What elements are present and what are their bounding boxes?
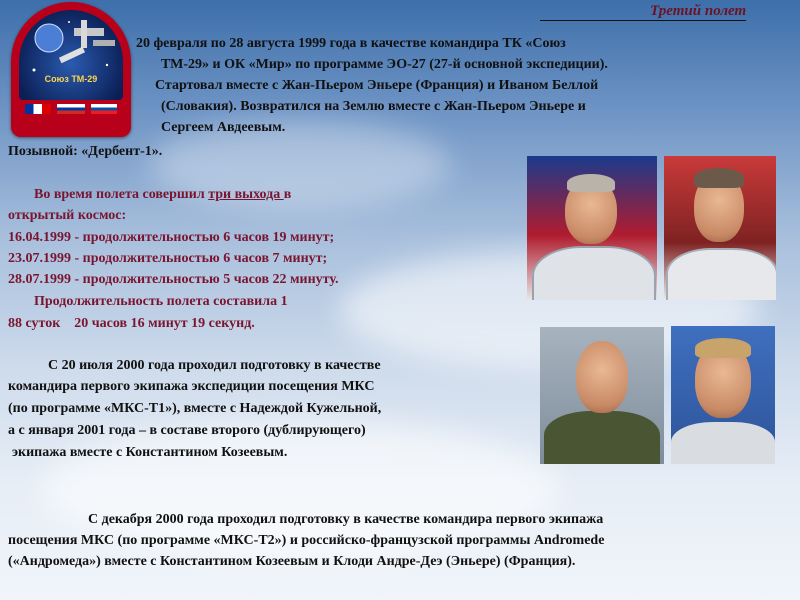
- flight-duration: Продолжительность полета составила 1: [34, 294, 288, 309]
- training-dec-line: посещения МКС (по программе «МКС-Т2») и российско-французской программы Andromede: [8, 533, 605, 548]
- face: [576, 341, 628, 413]
- crew-photo-1: [527, 156, 657, 300]
- training-line: (по программе «МКС-Т1»), вместе с Надеждой Кужельной,: [8, 401, 382, 416]
- station-icon: [19, 10, 123, 100]
- patch-emblem: [19, 10, 123, 100]
- crew-photo-2: [664, 156, 776, 300]
- eva-item: 23.07.1999 - продолжительностью 6 часов 7 минут;: [8, 251, 328, 266]
- intro-line: Сергеем Авдеевым.: [161, 120, 286, 135]
- russia-flag-icon: [57, 104, 85, 114]
- training-line: С 20 июля 2000 года проходил подготовку в качестве: [48, 358, 381, 373]
- training-line: экипажа вместе с Константином Козеевым.: [12, 445, 288, 460]
- france-flag-icon: [25, 104, 51, 114]
- training-line: командира первого экипажа экспедиции посещения МКС: [8, 379, 375, 394]
- spacesuit: [532, 246, 656, 300]
- eva-count: три выхода: [208, 187, 284, 202]
- intro-line: 20 февраля по 28 августа 1999 года в качестве командира ТК «Союз: [136, 36, 566, 51]
- training-dec-line: С декабря 2000 года проходил подготовку в качестве командира первого экипажа: [88, 512, 604, 527]
- intro-line: ТМ-29» и ОК «Мир» по программе ЭО-27 (27-й основной экспедиции).: [161, 57, 608, 72]
- intro-line: (Словакия). Возвратился на Землю вместе с Жан-Пьером Эньере и: [161, 99, 586, 114]
- eva-item: 28.07.1999 - продолжительностью 5 часов 22 минуту.: [8, 272, 339, 287]
- eva-intro-line2: открытый космос:: [8, 208, 127, 223]
- page-title: Третий полет: [540, 2, 746, 21]
- mission-patch: [11, 2, 131, 137]
- eva-intro-suffix: в: [283, 187, 292, 202]
- training-dec-line: («Андромеда») вместе с Константином Козеевым и Клоди Андре-Деэ (Эньере) (Франция).: [8, 554, 576, 569]
- hair: [695, 338, 751, 358]
- uniform: [544, 411, 660, 464]
- hair: [694, 168, 744, 188]
- crew-photo-3: [540, 327, 664, 464]
- eva-intro-prefix: Во время полета совершил: [34, 187, 209, 202]
- eva-intro: [34, 184, 291, 205]
- slovakia-flag-icon: [91, 104, 117, 114]
- crew-photo-4: [671, 326, 775, 464]
- training-line: а с января 2001 года – в составе второго (дублирующего): [8, 423, 366, 438]
- spacesuit: [671, 422, 775, 464]
- spacesuit: [666, 248, 776, 300]
- eva-item: 16.04.1999 - продолжительностью 6 часов 19 минут;: [8, 230, 335, 245]
- intro-line: Стартовал вместе с Жан-Пьером Эньере (Франция) и Иваном Беллой: [155, 78, 599, 93]
- callsign: Позывной: «Дербент-1».: [8, 144, 163, 159]
- hair: [567, 174, 615, 192]
- patch-label: Союз ТМ-29: [44, 74, 98, 84]
- flight-duration-value: 88 суток 20 часов 16 минут 19 секунд.: [8, 316, 255, 331]
